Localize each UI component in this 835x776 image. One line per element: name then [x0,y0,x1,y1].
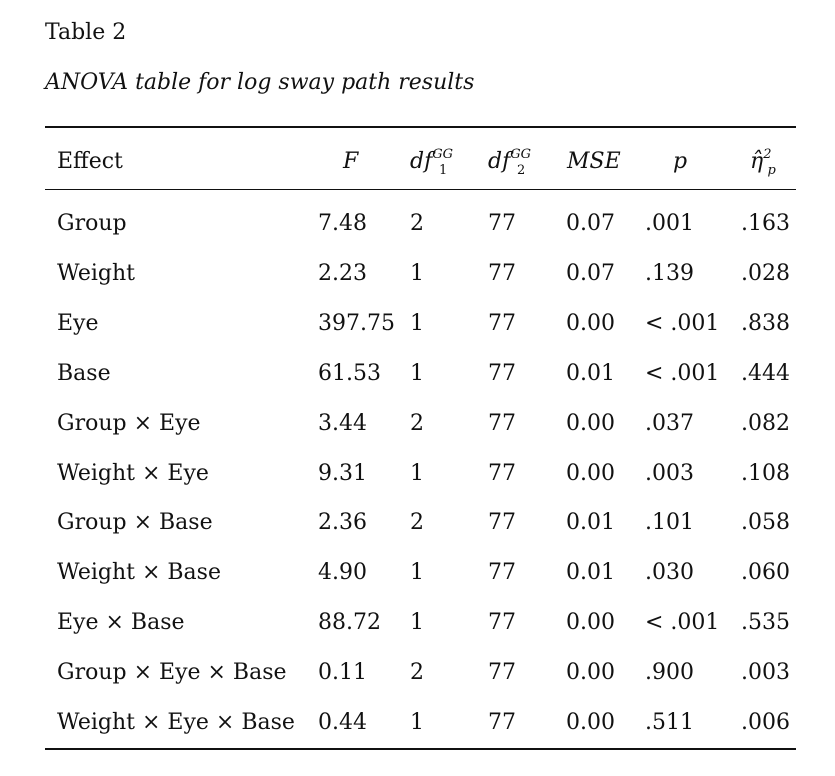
table-caption: ANOVA table for log sway path results [45,70,475,95]
header-df2-base: df [488,149,511,174]
cell-eta: .060 [741,560,790,585]
header-df1 [410,147,461,178]
header-df1-sub: 1 [439,163,448,178]
cell-mse: 0.00 [566,610,615,635]
header-df2 [488,147,539,178]
cell-f: 2.23 [318,261,367,286]
cell-p: .139 [645,261,694,286]
cell-p: < .001 [645,610,720,635]
header-eta-sub: p [767,163,776,178]
cell-effect: Eye [57,311,99,336]
header-p: p [673,149,688,174]
cell-f: 61.53 [318,361,381,386]
cell-df1: 2 [410,411,424,436]
cell-eta: .838 [741,311,790,336]
cell-p: .003 [645,461,694,486]
cell-df2: 77 [488,311,516,336]
cell-p: .900 [645,660,694,685]
cell-df2: 77 [488,660,516,685]
cell-df1: 1 [410,361,424,386]
cell-f: 3.44 [318,411,367,436]
cell-effect: Group [57,211,127,236]
cell-p: .037 [645,411,694,436]
cell-df1: 1 [410,710,424,735]
cell-effect: Group × Eye × Base [57,660,287,685]
cell-eta: .082 [741,411,790,436]
cell-mse: 0.00 [566,710,615,735]
cell-effect: Group × Eye [57,411,201,436]
cell-f: 397.75 [318,311,395,336]
cell-eta: .028 [741,261,790,286]
cell-df2: 77 [488,211,516,236]
header-eta-sup: 2 [763,147,772,162]
header-df1-base: df [410,149,433,174]
bottom-rule [45,748,796,750]
cell-eta: .058 [741,510,790,535]
cell-df1: 2 [410,510,424,535]
cell-effect: Eye × Base [57,610,185,635]
cell-f: 88.72 [318,610,381,635]
cell-df2: 77 [488,361,516,386]
cell-eta: .444 [741,361,790,386]
header-df2-sup: GG [510,147,532,162]
cell-f: 2.36 [318,510,367,535]
header-rule [45,189,796,190]
cell-p: < .001 [645,311,720,336]
header-df1-sup: GG [432,147,454,162]
cell-eta: .006 [741,710,790,735]
cell-eta: .163 [741,211,790,236]
cell-effect: Group × Base [57,510,213,535]
table-label: Table 2 [45,20,127,45]
cell-p: .030 [645,560,694,585]
cell-effect: Weight × Eye × Base [57,710,295,735]
cell-p: .511 [645,710,694,735]
header-mse: MSE [567,149,621,174]
cell-mse: 0.00 [566,660,615,685]
cell-df1: 1 [410,461,424,486]
cell-df1: 2 [410,211,424,236]
header-eta-base: η̂ [750,149,764,174]
cell-df1: 2 [410,660,424,685]
header-f: F [343,149,359,174]
cell-df2: 77 [488,261,516,286]
cell-mse: 0.07 [566,211,615,236]
header-df2-sub: 2 [517,163,526,178]
cell-effect: Base [57,361,111,386]
cell-df1: 1 [410,311,424,336]
top-rule [45,126,796,128]
cell-f: 7.48 [318,211,367,236]
cell-mse: 0.00 [566,411,615,436]
cell-mse: 0.01 [566,510,615,535]
cell-mse: 0.07 [566,261,615,286]
cell-p: .101 [645,510,694,535]
cell-df2: 77 [488,710,516,735]
cell-mse: 0.01 [566,560,615,585]
header-effect: Effect [57,149,123,174]
cell-df2: 77 [488,461,516,486]
cell-df2: 77 [488,411,516,436]
cell-eta: .535 [741,610,790,635]
cell-p: < .001 [645,361,720,386]
cell-mse: 0.01 [566,361,615,386]
cell-eta: .003 [741,660,790,685]
cell-effect: Weight × Eye [57,461,209,486]
cell-f: 0.11 [318,660,367,685]
cell-f: 9.31 [318,461,367,486]
cell-df2: 77 [488,560,516,585]
cell-p: .001 [645,211,694,236]
cell-effect: Weight × Base [57,560,221,585]
cell-df1: 1 [410,610,424,635]
cell-f: 0.44 [318,710,367,735]
cell-f: 4.90 [318,560,367,585]
cell-mse: 0.00 [566,461,615,486]
cell-effect: Weight [57,261,135,286]
cell-df2: 77 [488,510,516,535]
cell-eta: .108 [741,461,790,486]
cell-mse: 0.00 [566,311,615,336]
cell-df2: 77 [488,610,516,635]
cell-df1: 1 [410,560,424,585]
cell-df1: 1 [410,261,424,286]
header-eta [750,147,780,178]
